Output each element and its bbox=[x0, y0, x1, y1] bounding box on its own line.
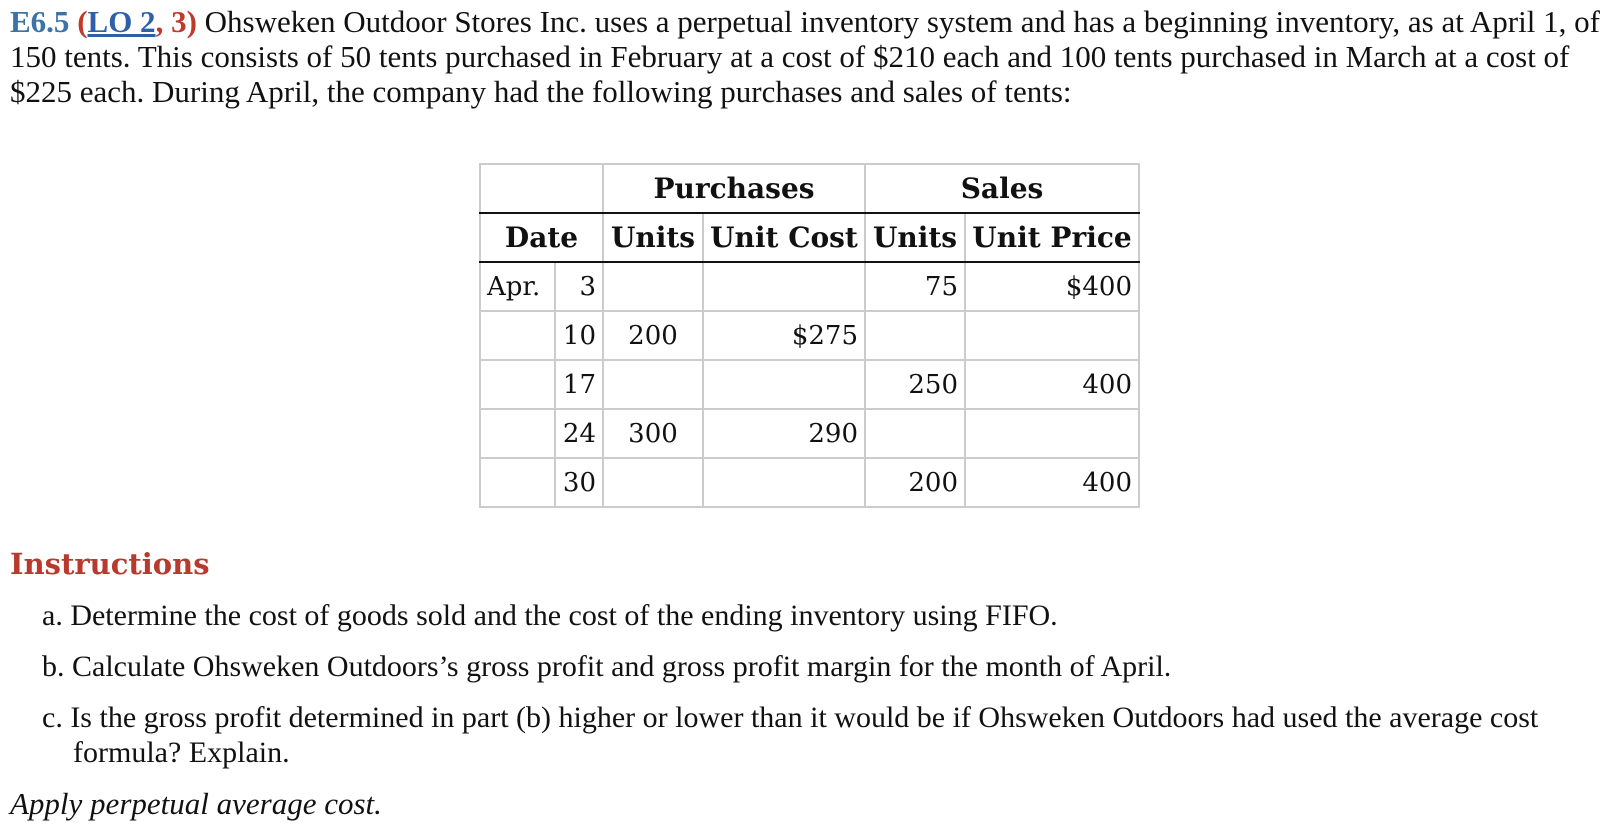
table-row bbox=[480, 360, 1139, 409]
purchase-units-cell bbox=[603, 262, 703, 311]
date-month-cell bbox=[480, 360, 555, 409]
date-day-cell: 10 bbox=[555, 311, 603, 360]
sales-units-header: Units bbox=[865, 213, 965, 262]
instructions-list bbox=[42, 598, 1617, 786]
purchase-unit-cost-cell: $275 bbox=[703, 311, 865, 360]
group-header-row bbox=[480, 164, 1139, 213]
problem-statement bbox=[10, 4, 1610, 109]
purchases-header: Purchases bbox=[603, 164, 865, 213]
date-month-cell: Apr. bbox=[480, 262, 555, 311]
sales-unit-price-cell: 400 bbox=[965, 360, 1139, 409]
instructions-heading: Instructions bbox=[10, 547, 210, 581]
sales-unit-price-header: Unit Price bbox=[965, 213, 1139, 262]
exercise-number: E6.5 bbox=[10, 4, 70, 39]
sales-unit-price-cell: 400 bbox=[965, 458, 1139, 507]
date-header: Date bbox=[480, 213, 603, 262]
sales-unit-price-cell bbox=[965, 409, 1139, 458]
instruction-item-b: b. Calculate Ohsweken Outdoors’s gross profit and gross profit margin for the month of April. bbox=[42, 650, 1172, 683]
table-row bbox=[480, 311, 1139, 360]
problem-text: Ohsweken Outdoor Stores Inc. uses a perpetual inventory system and has a beginning inventory, as at April 1, of 150 tents. This consists of 50 tents purchased in February at a cost of $210 each and 100 tents purchased in March at a cost of $225 each. During April, the company had the following purchases and sales of tents: bbox=[10, 4, 1600, 109]
date-day-cell: 3 bbox=[555, 262, 603, 311]
instruction-item-c: c. Is the gross profit determined in part (b) higher or lower than it would be if Ohsweken Outdoors had used the average cost formula? Explain. bbox=[42, 701, 1539, 769]
date-day-cell: 24 bbox=[555, 409, 603, 458]
date-month-cell bbox=[480, 311, 555, 360]
date-month-cell bbox=[480, 458, 555, 507]
table-row bbox=[480, 262, 1139, 311]
lo-rest: , 3) bbox=[155, 4, 197, 39]
date-day-cell: 17 bbox=[555, 360, 603, 409]
purchase-units-cell: 200 bbox=[603, 311, 703, 360]
purchase-units-cell: 300 bbox=[603, 409, 703, 458]
lo-open-paren: ( bbox=[77, 4, 88, 39]
sales-units-cell: 75 bbox=[865, 262, 965, 311]
purchase-unit-cost-cell bbox=[703, 458, 865, 507]
table-row bbox=[480, 409, 1139, 458]
purchases-sales-table bbox=[479, 163, 1140, 508]
purchase-units-cell bbox=[603, 458, 703, 507]
column-header-row bbox=[480, 213, 1139, 262]
sales-header: Sales bbox=[865, 164, 1139, 213]
purchase-unit-cost-header: Unit Cost bbox=[703, 213, 865, 262]
purchase-unit-cost-cell bbox=[703, 360, 865, 409]
sales-unit-price-cell bbox=[965, 311, 1139, 360]
empty-header-cell bbox=[480, 164, 603, 213]
purchase-unit-cost-cell bbox=[703, 262, 865, 311]
table-row bbox=[480, 458, 1139, 507]
instruction-item-a: a. Determine the cost of goods sold and the cost of the ending inventory using FIFO. bbox=[42, 599, 1058, 632]
purchase-unit-cost-cell: 290 bbox=[703, 409, 865, 458]
date-month-cell bbox=[480, 409, 555, 458]
sales-units-cell bbox=[865, 409, 965, 458]
learning-objective-ref bbox=[77, 4, 197, 39]
method-note: Apply perpetual average cost. bbox=[10, 786, 382, 821]
sales-units-cell: 200 bbox=[865, 458, 965, 507]
purchase-units-header: Units bbox=[603, 213, 703, 262]
sales-units-cell: 250 bbox=[865, 360, 965, 409]
sales-unit-price-cell: $400 bbox=[965, 262, 1139, 311]
learning-objective-link[interactable]: LO 2 bbox=[87, 4, 156, 39]
date-day-cell: 30 bbox=[555, 458, 603, 507]
sales-units-cell bbox=[865, 311, 965, 360]
purchase-units-cell bbox=[603, 360, 703, 409]
